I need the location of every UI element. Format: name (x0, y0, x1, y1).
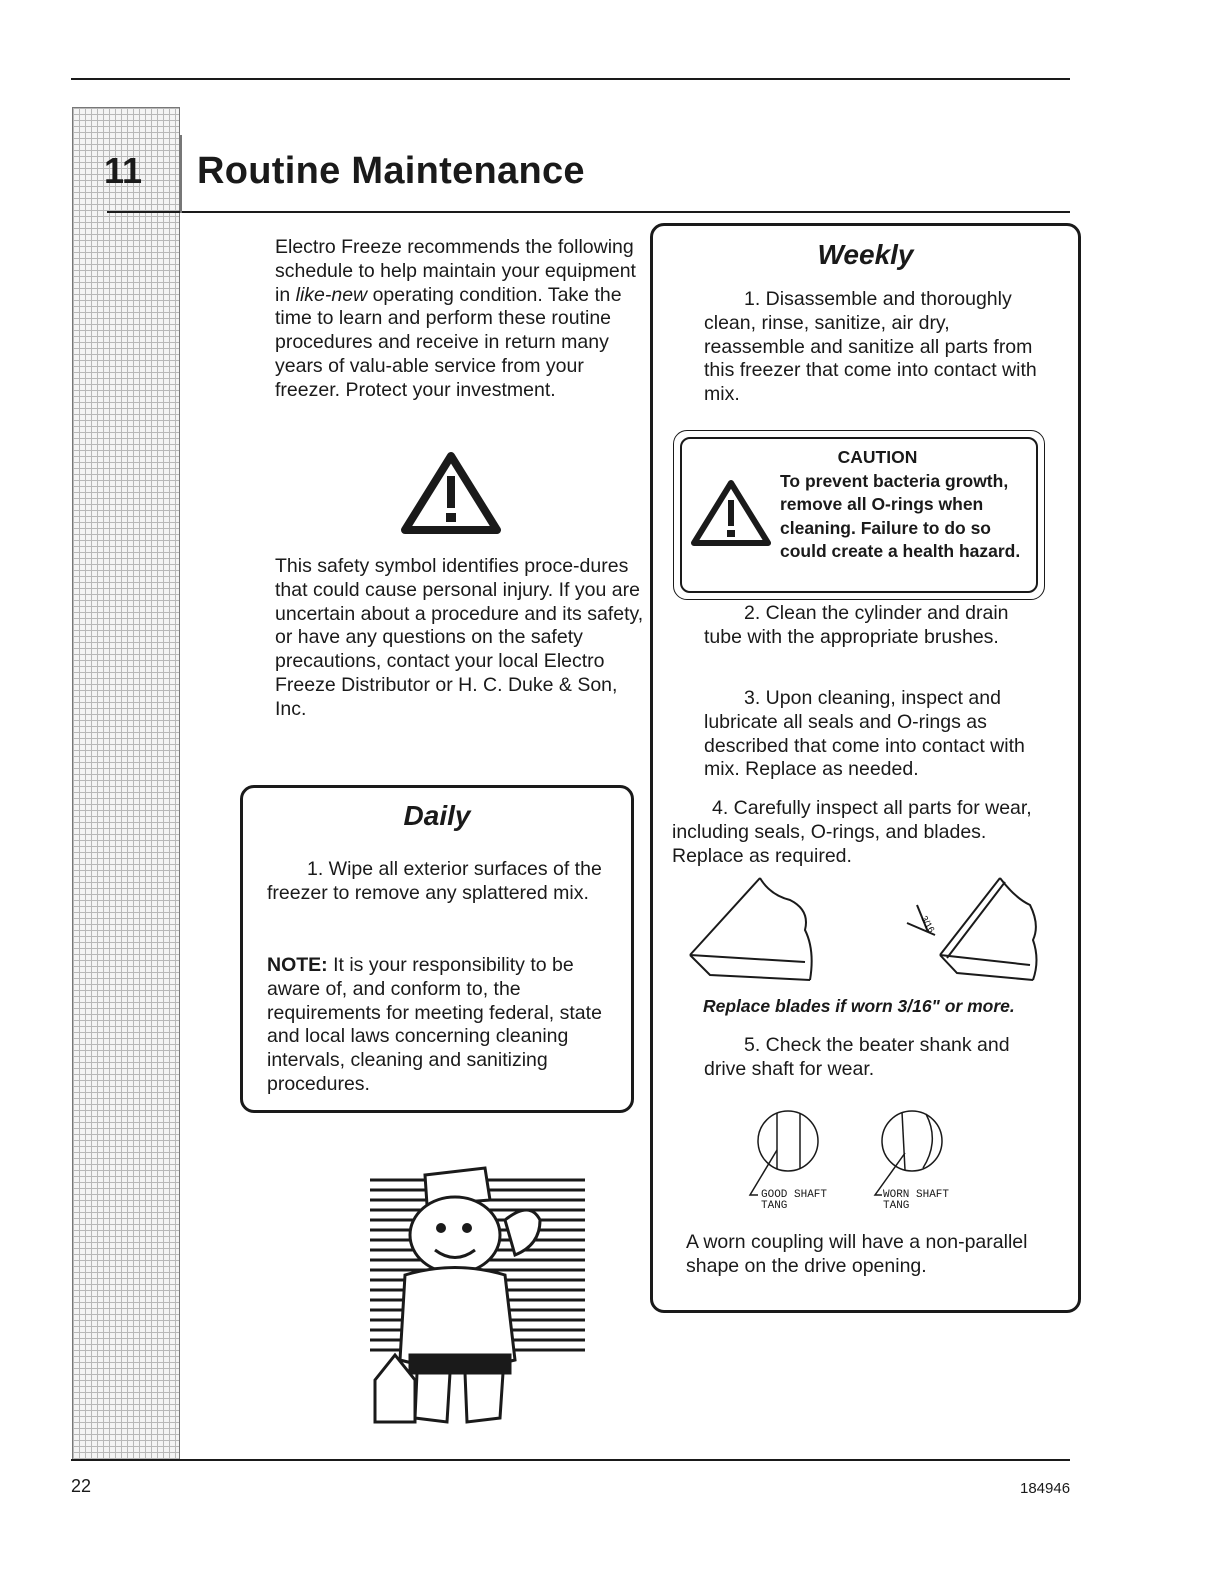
intro-paragraph (275, 236, 647, 403)
title-divider (180, 135, 182, 213)
note-label: NOTE: (267, 954, 328, 976)
weekly-step-4: 4. Carefully inspect all parts for wear, including seals, O-rings, and blades. Replace as required. (672, 797, 1032, 867)
daily-note (267, 954, 615, 1097)
weekly-step-2: 2. Clean the cylinder and drain tube with the appropriate brushes. (704, 602, 1009, 648)
intro-text-italic: like-new (295, 283, 368, 306)
caution-warning-icon (690, 478, 772, 548)
daily-title: Daily (403, 800, 471, 831)
safety-symbol-paragraph: This safety symbol identifies proce-dures that could cause personal injury. If you are uncertain about a procedure and its safety, or have any questions on the safety precautions, contact your local Electro Freeze Distributor or H. C. Duke & Son, Inc. (275, 555, 644, 720)
weekly-step-3: 3. Upon cleaning, inspect and lubricate all seals and O-rings as described that come into contact with mix. Replace as needed. (704, 687, 1025, 781)
chapter-grid-strip (72, 107, 180, 1460)
caution-text-block (780, 446, 1042, 564)
footer-rule (71, 1459, 1070, 1461)
weekly-step-1: 1. Disassemble and thoroughly clean, rinse, sanitize, air dry, reassemble and sanitize all parts from this freezer that come into contact with mix. (704, 288, 1037, 406)
good-shaft-label (761, 1190, 827, 1212)
good-shaft-line2: TANG (761, 1200, 788, 1212)
intro-text-b: operating condition. Take the time to learn and perform these routine procedures and receive in return many years of valu-able service from your freezer. Protect your investment. (275, 283, 622, 401)
worn-shaft-line1: WORN SHAFT (883, 1189, 950, 1201)
weekly-title: Weekly (817, 239, 914, 270)
chapter-number: 11 (104, 150, 143, 191)
caution-body: To prevent bacteria growth, remove all O-rings when cleaning. Failure to do so could create a health hazard. (780, 470, 1021, 562)
coupling-note: A worn coupling will have a non-parallel shape on the drive opening. (686, 1231, 1028, 1277)
blade-wear-diagram (685, 870, 1055, 985)
header-rule (71, 78, 1070, 80)
intro-text-a: Electro Freeze recommends the following schedule to help maintain your equipment in (275, 236, 636, 306)
good-shaft-line1: GOOD SHAFT (761, 1189, 828, 1201)
warning-triangle-icon (400, 450, 502, 536)
daily-step-1: 1. Wipe all exterior surfaces of the freezer to remove any splattered mix. (267, 858, 602, 904)
document-number: 184946 (1020, 1480, 1071, 1497)
blade-caption: Replace blades if worn 3/16" or more. (703, 996, 1015, 1016)
blade-dim-label: 3/16 (919, 914, 937, 935)
worn-shaft-label (883, 1190, 949, 1212)
caution-title: CAUTION (837, 447, 918, 467)
chapter-title: Routine Maintenance (197, 150, 585, 192)
technician-cartoon (355, 1160, 590, 1430)
daily-panel (240, 785, 634, 1113)
page-number: 22 (71, 1476, 92, 1496)
worn-shaft-line2: TANG (883, 1200, 910, 1212)
title-rule (107, 211, 1070, 213)
note-text: It is your responsibility to be aware of, and conform to, the requirements for meeting federal, state and local laws concerning cleaning intervals, cleaning and sanitizing procedures. (267, 954, 602, 1095)
weekly-step-5: 5. Check the beater shank and drive shaft for wear. (704, 1034, 1010, 1080)
